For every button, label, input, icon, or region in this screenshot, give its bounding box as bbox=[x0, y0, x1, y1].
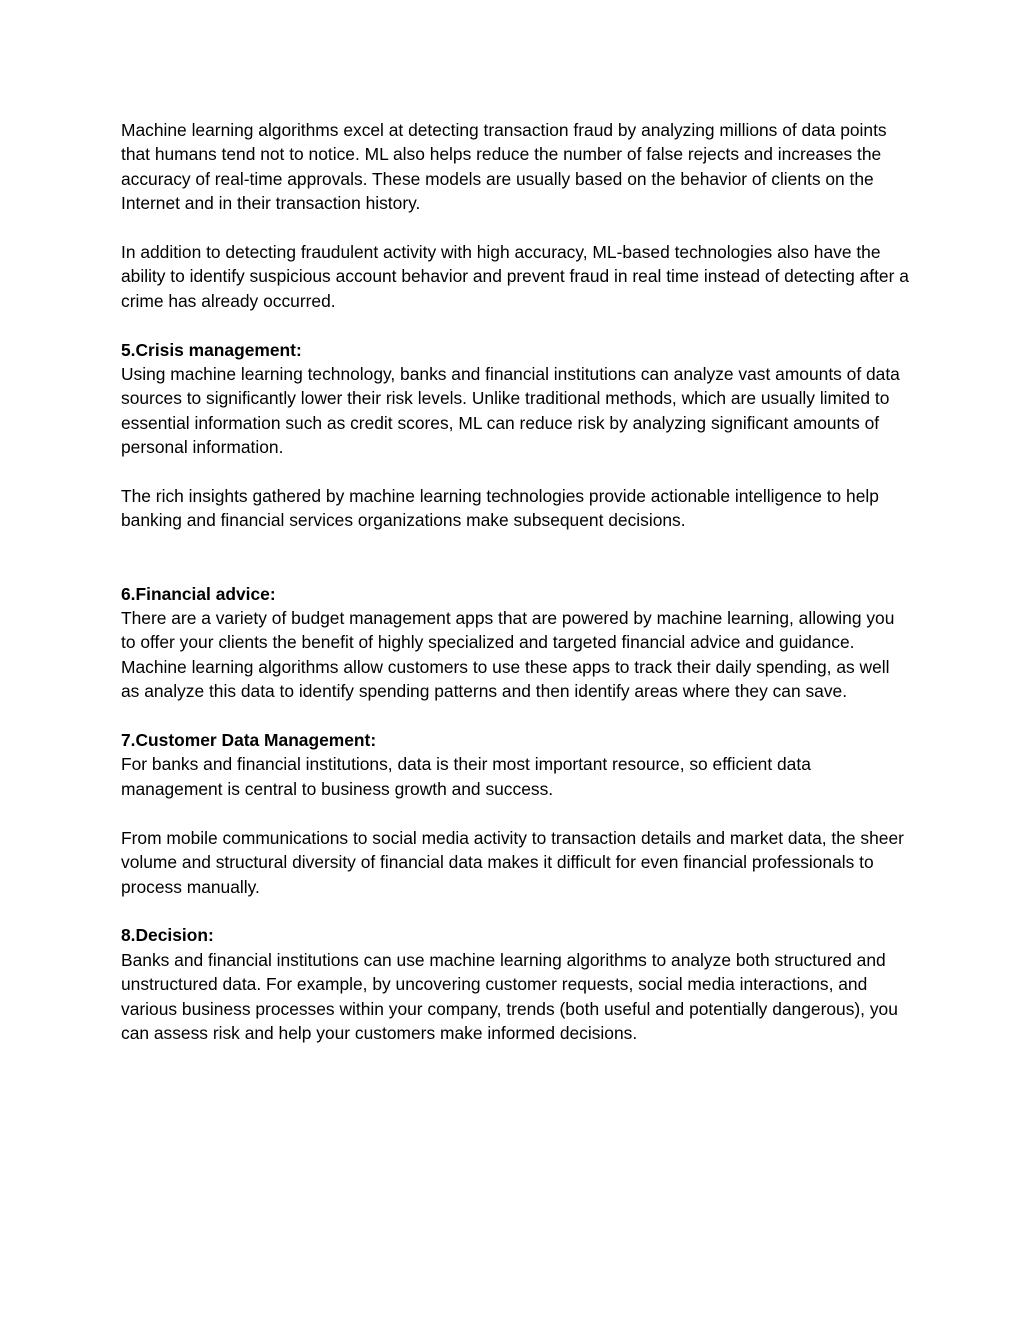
intro-paragraph-2: In addition to detecting fraudulent activity with high accuracy, ML-based technologies also have the ability to identify suspicious account behavior and prevent fraud in real time instead of detecting after a crime has already occurred. bbox=[121, 242, 909, 311]
section-heading: 6.Financial advice: bbox=[121, 583, 276, 604]
section-decision bbox=[121, 923, 911, 1045]
section-heading: 8.Decision: bbox=[121, 925, 214, 946]
paragraph-spacer bbox=[121, 801, 911, 825]
section-financial-advice bbox=[121, 582, 911, 704]
section-heading: 7.Customer Data Management: bbox=[121, 730, 377, 751]
section-spacer bbox=[121, 533, 911, 582]
customer-data-paragraph-1: For banks and financial institutions, data is their most important resource, so efficient data management is central to business growth and success. bbox=[121, 754, 811, 799]
decision-paragraph-1: Banks and financial institutions can use machine learning algorithms to analyze both structured and unstructured data. For example, by uncovering customer requests, social media interactions, and various business processes within your company, trends (both useful and potentially dangerous), you can assess risk and help your customers make informed decisions. bbox=[121, 949, 898, 1043]
paragraph-spacer bbox=[121, 460, 911, 484]
paragraph-spacer bbox=[121, 899, 911, 923]
advice-paragraph-1: There are a variety of budget management apps that are powered by machine learning, allowing you to offer your clients the benefit of highly specialized and targeted financial advice and guidance. Machine learning algorithms allow customers to use these apps to track their daily spending, as well as analyze this data to identify spending patterns and then identify areas where they can save. bbox=[121, 608, 895, 702]
paragraph-spacer bbox=[121, 216, 911, 240]
crisis-paragraph-2: The rich insights gathered by machine learning technologies provide actionable intelligence to help banking and financial services organizations make subsequent decisions. bbox=[121, 486, 879, 531]
customer-data-paragraph-2: From mobile communications to social media activity to transaction details and market data, the sheer volume and structural diversity of financial data makes it difficult for even financial professionals to process manually. bbox=[121, 827, 904, 897]
paragraph-spacer bbox=[121, 313, 911, 337]
crisis-paragraph-1: Using machine learning technology, banks and financial institutions can analyze vast amounts of data sources to significantly lower their risk levels. Unlike traditional methods, which are usually limited to essential information such as credit scores, ML can reduce risk by analyzing significant amounts of personal information. bbox=[121, 364, 900, 458]
section-crisis-management bbox=[121, 338, 911, 533]
document-page bbox=[121, 118, 911, 1045]
paragraph-spacer bbox=[121, 704, 911, 728]
section-heading: 5.Crisis management: bbox=[121, 339, 302, 360]
section-customer-data-management bbox=[121, 728, 911, 899]
intro-paragraph-1: Machine learning algorithms excel at detecting transaction fraud by analyzing millions of data points that humans tend not to notice. ML also helps reduce the number of false rejects and increases the accuracy of real-time approvals. These models are usually based on the behavior of clients on the Internet and in their transaction history. bbox=[121, 120, 887, 214]
